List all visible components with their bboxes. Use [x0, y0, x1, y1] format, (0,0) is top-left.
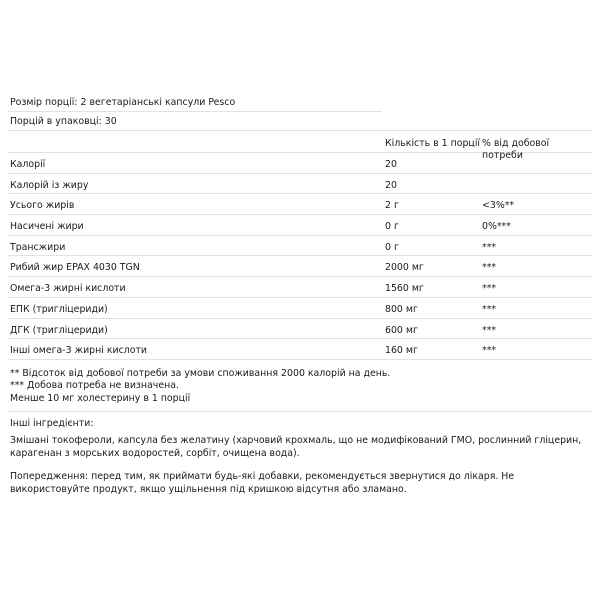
table-row	[8, 319, 592, 340]
nutrient-name: Трансжири	[10, 241, 66, 253]
nutrient-dv: ***	[482, 241, 497, 253]
nutrient-amount: 20	[385, 159, 397, 170]
footnotes	[8, 360, 592, 412]
serving-size	[8, 93, 382, 112]
servings-per-container	[8, 112, 592, 131]
nutrient-rows	[8, 153, 592, 360]
table-row	[8, 236, 592, 257]
table-row	[8, 339, 592, 360]
nutrient-dv: 0%***	[482, 221, 511, 233]
nutrient-name: Інші омега-3 жирні кислоти	[10, 345, 148, 357]
other-ingredients-text: Змішані токофероли, капсула без желатину (харчовий крохмаль, що не модифікований ГМО, рослинний гліцерин, карагенан з морських водоростей, сорбіт, очищена вода).	[10, 434, 582, 460]
table-row	[8, 298, 592, 319]
nutrient-amount: 2 г	[385, 200, 399, 212]
nutrient-name: Насичені жири	[10, 221, 84, 233]
nutrient-dv: <3%**	[482, 200, 515, 212]
nutrient-amount: 0 г	[385, 221, 399, 233]
nutrient-name: ДГК (тригліцериди)	[10, 324, 108, 336]
nutrient-name: Усього жирів	[10, 200, 75, 212]
warning-text: Попередження: перед тим, як приймати будь-які добавки, рекомендується звернутися до лікаря. Не використовуйте продукт, якщо ущільнення під кришкою відсутня або зламано.	[10, 470, 515, 496]
nutrient-amount: 600 мг	[385, 324, 418, 336]
nutrient-name: Рибий жир EPAX 4030 TGN	[10, 262, 140, 274]
nutrient-dv: ***	[482, 324, 497, 336]
nutrient-dv: ***	[482, 345, 497, 357]
footnote-cholesterol: Менше 10 мг холестерину в 1 порції	[10, 393, 191, 405]
table-row	[8, 256, 592, 277]
nutrient-name: ЕПК (тригліцериди)	[10, 303, 108, 315]
footnote-not-established: *** Добова потреба не визначена.	[10, 380, 179, 392]
table-row	[8, 194, 592, 215]
dv-header: % від добової потреби	[482, 138, 550, 161]
nutrient-amount: 160 мг	[385, 345, 418, 357]
nutrient-amount: 2000 мг	[385, 262, 424, 274]
nutrient-amount: 0 г	[385, 241, 399, 253]
table-row	[8, 153, 592, 174]
nutrient-dv: ***	[482, 303, 497, 315]
nutrient-dv: ***	[482, 262, 497, 274]
table-row	[8, 215, 592, 236]
supplement-facts	[8, 93, 592, 497]
table-row	[8, 277, 592, 298]
nutrient-amount: 20	[385, 179, 397, 191]
other-ingredients-title	[8, 412, 592, 434]
serving-size-text: Розмір порції: 2 вегетаріанські капсули Pesco	[10, 97, 236, 108]
nutrient-amount: 800 мг	[385, 303, 418, 315]
nutrient-name: Омега-3 жирні кислоти	[10, 283, 126, 295]
footnote-daily-value: ** Відсоток від добової потреби за умови споживання 2000 калорій на день.	[10, 367, 391, 379]
nutrient-name: Калорії	[10, 159, 46, 170]
nutrient-dv: ***	[482, 283, 497, 295]
nutrient-amount: 1560 мг	[385, 283, 424, 295]
nutrient-name: Калорій із жиру	[10, 179, 89, 191]
table-row	[8, 174, 592, 195]
servings-per-container-text: Порцій в упаковці: 30	[10, 116, 117, 127]
amount-header: Кількість в 1 порції	[385, 138, 481, 149]
other-ingredients-heading: Інші інгредієнти:	[10, 417, 94, 429]
table-header	[8, 131, 592, 161]
